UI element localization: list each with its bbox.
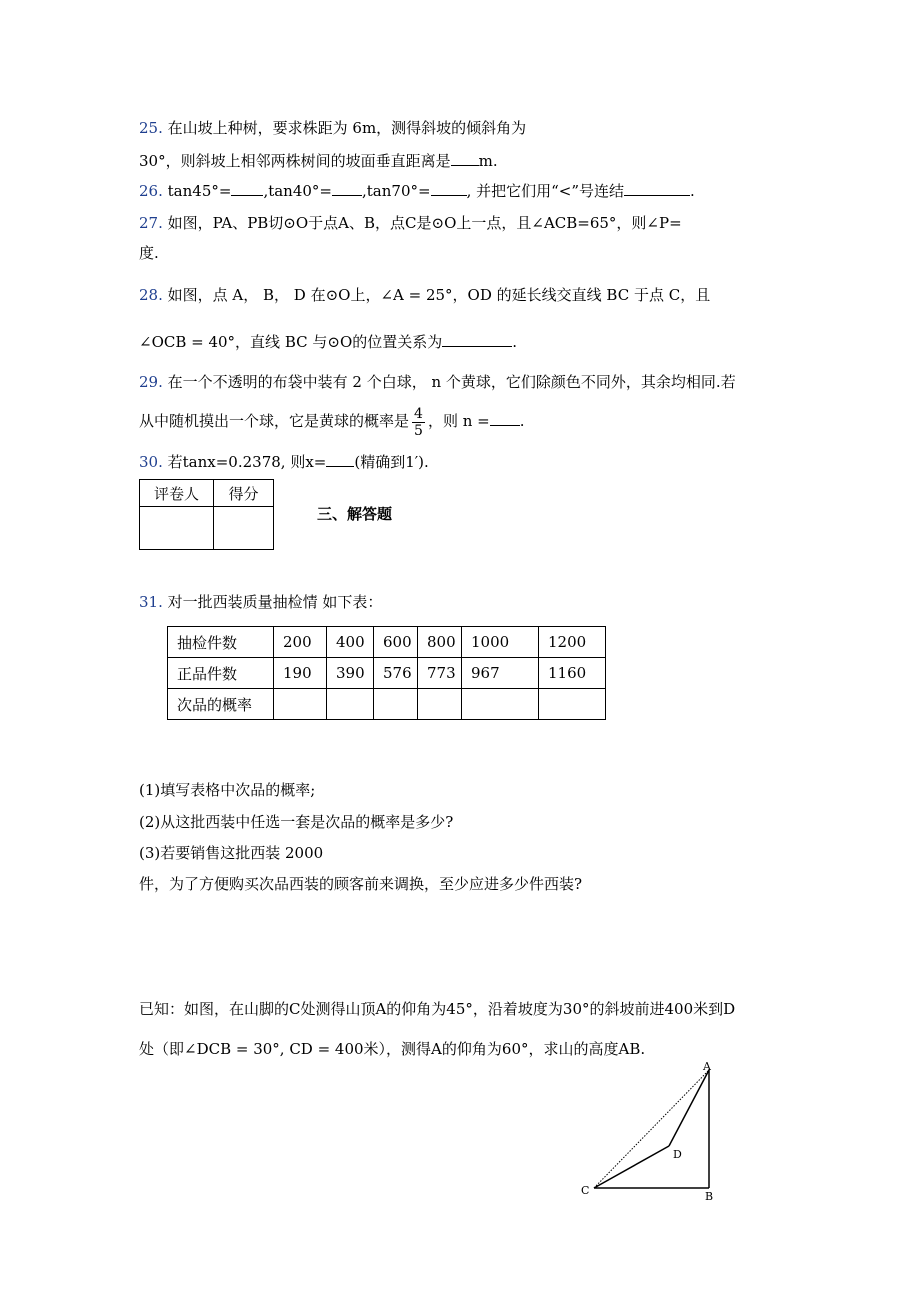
q32-line1: 已知：如图，在山脚的C处测得山顶A的仰角为45°，沿着坡度为30°的斜坡前进400米到D xyxy=(139,1000,736,1018)
q26-part-d: , 并把它们用“<”号连结 xyxy=(466,182,625,200)
q31-intro xyxy=(139,592,382,612)
q25-unit: m. xyxy=(478,152,498,170)
q26-blank-4[interactable] xyxy=(624,181,690,196)
q29-line1 xyxy=(139,372,736,392)
label-b: B xyxy=(705,1190,714,1203)
q25-number: 25. xyxy=(139,119,163,137)
q28-text: 如图，点 A， B， D 在⊙O上，∠A = 25°，OD 的延长线交直线 BC 于点 C，且 xyxy=(167,286,711,304)
q25-line1 xyxy=(139,118,526,138)
section-title: 三、解答题 xyxy=(317,505,393,523)
q26-part-e: . xyxy=(690,182,695,200)
q26-part-a: tan45°= xyxy=(167,182,232,200)
table-cell: 1160 xyxy=(539,658,606,689)
q31-table xyxy=(167,626,606,720)
score-table xyxy=(139,479,274,550)
table-cell: 次品的概率 xyxy=(168,689,274,720)
q30-text-2: (精确到1′). xyxy=(354,453,429,471)
q26-number: 26. xyxy=(139,182,163,200)
q28-line2 xyxy=(139,332,517,352)
q26-line xyxy=(139,181,695,201)
score-header-grader: 评卷人 xyxy=(140,480,214,507)
table-cell: 400 xyxy=(327,627,374,658)
answer-cell[interactable] xyxy=(274,689,327,720)
table-cell: 200 xyxy=(274,627,327,658)
q29-number: 29. xyxy=(139,373,163,391)
q31-part1: (1)填写表格中次品的概率; xyxy=(139,781,316,799)
table-cell: 1200 xyxy=(539,627,606,658)
q29-answer-blank[interactable] xyxy=(490,411,520,426)
q28-answer-blank[interactable] xyxy=(442,332,512,347)
line-ca xyxy=(594,1070,709,1188)
q28-end: . xyxy=(512,333,518,351)
q25-text: 在山坡上种树，要求株距为 6m，测得斜坡的倾斜角为 xyxy=(167,119,527,137)
q29-text-2: 从中随机摸出一个球，它是黄球的概率是 xyxy=(139,412,410,430)
q27-line1 xyxy=(139,213,682,233)
q31-number: 31. xyxy=(139,593,163,611)
table-cell: 576 xyxy=(374,658,418,689)
q32-line2: 处（即∠DCB = 30°, CD = 400米），测得A的仰角为60°，求山的高度AB. xyxy=(139,1040,646,1058)
q30-text: 若tanx=0.2378, 则x= xyxy=(167,453,327,471)
q31-part4: 件，为了方便购买次品西装的顾客前来调换，至少应进多少件西装? xyxy=(139,875,583,893)
q30-line xyxy=(139,452,429,472)
answer-cell[interactable] xyxy=(327,689,374,720)
q27-line2: 度. xyxy=(139,244,159,262)
fraction-numerator: 4 xyxy=(414,405,423,422)
q29-text: 在一个不透明的布袋中装有 2 个白球， n 个黄球，它们除颜色不同外，其余均相同.若 xyxy=(167,373,736,391)
table-cell: 1000 xyxy=(462,627,539,658)
q25-answer-blank[interactable] xyxy=(451,151,479,166)
q25-text-2: 30°，则斜坡上相邻两株树间的坡面垂直距离是 xyxy=(139,152,451,170)
q28-line1 xyxy=(139,285,710,305)
line-cd xyxy=(594,1146,669,1188)
q30-number: 30. xyxy=(139,453,163,471)
q31-text: 对一批西装质量抽检情 如下表： xyxy=(167,593,383,611)
q31-part3: (3)若要销售这批西装 2000 xyxy=(139,844,324,862)
table-cell: 800 xyxy=(418,627,462,658)
q26-blank-2[interactable] xyxy=(332,181,362,196)
q26-blank-1[interactable] xyxy=(231,181,263,196)
q29-line2 xyxy=(139,402,524,440)
table-cell: 抽检件数 xyxy=(168,627,274,658)
q26-blank-3[interactable] xyxy=(431,181,467,196)
answer-cell[interactable] xyxy=(374,689,418,720)
score-cell-score[interactable] xyxy=(214,507,274,550)
q27-number: 27. xyxy=(139,214,163,232)
table-cell: 967 xyxy=(462,658,539,689)
table-cell: 390 xyxy=(327,658,374,689)
q28-text-2: ∠OCB = 40°，直线 BC 与⊙O的位置关系为 xyxy=(139,333,443,351)
score-header-score: 得分 xyxy=(214,480,274,507)
table-cell: 正品件数 xyxy=(168,658,274,689)
label-a: A xyxy=(703,1060,711,1073)
q29-end: . xyxy=(519,412,525,430)
fraction-denominator: 5 xyxy=(414,422,423,439)
answer-cell[interactable] xyxy=(418,689,462,720)
q26-part-c: ,tan70°= xyxy=(362,182,431,200)
table-row xyxy=(168,658,606,689)
q27-text: 如图，PA、PB切⊙O于点A、B，点C是⊙O上一点，且∠ACB=65°，则∠P= xyxy=(167,214,682,232)
line-da xyxy=(669,1070,709,1146)
label-d: D xyxy=(673,1148,682,1161)
q28-number: 28. xyxy=(139,286,163,304)
label-c: C xyxy=(581,1184,590,1197)
table-cell: 600 xyxy=(374,627,418,658)
answer-cell[interactable] xyxy=(539,689,606,720)
mountain-diagram xyxy=(570,1058,730,1208)
table-row xyxy=(168,689,606,720)
q26-part-b: ,tan40°= xyxy=(263,182,332,200)
q30-answer-blank[interactable] xyxy=(326,452,354,467)
q29-fraction xyxy=(412,406,425,439)
table-cell: 773 xyxy=(418,658,462,689)
table-row xyxy=(168,627,606,658)
q29-text-3: ，则 n = xyxy=(427,412,490,430)
score-cell-grader[interactable] xyxy=(140,507,214,550)
q25-line2 xyxy=(139,151,498,171)
q31-part2: (2)从这批西装中任选一套是次品的概率是多少? xyxy=(139,813,454,831)
table-cell: 190 xyxy=(274,658,327,689)
answer-cell[interactable] xyxy=(462,689,539,720)
